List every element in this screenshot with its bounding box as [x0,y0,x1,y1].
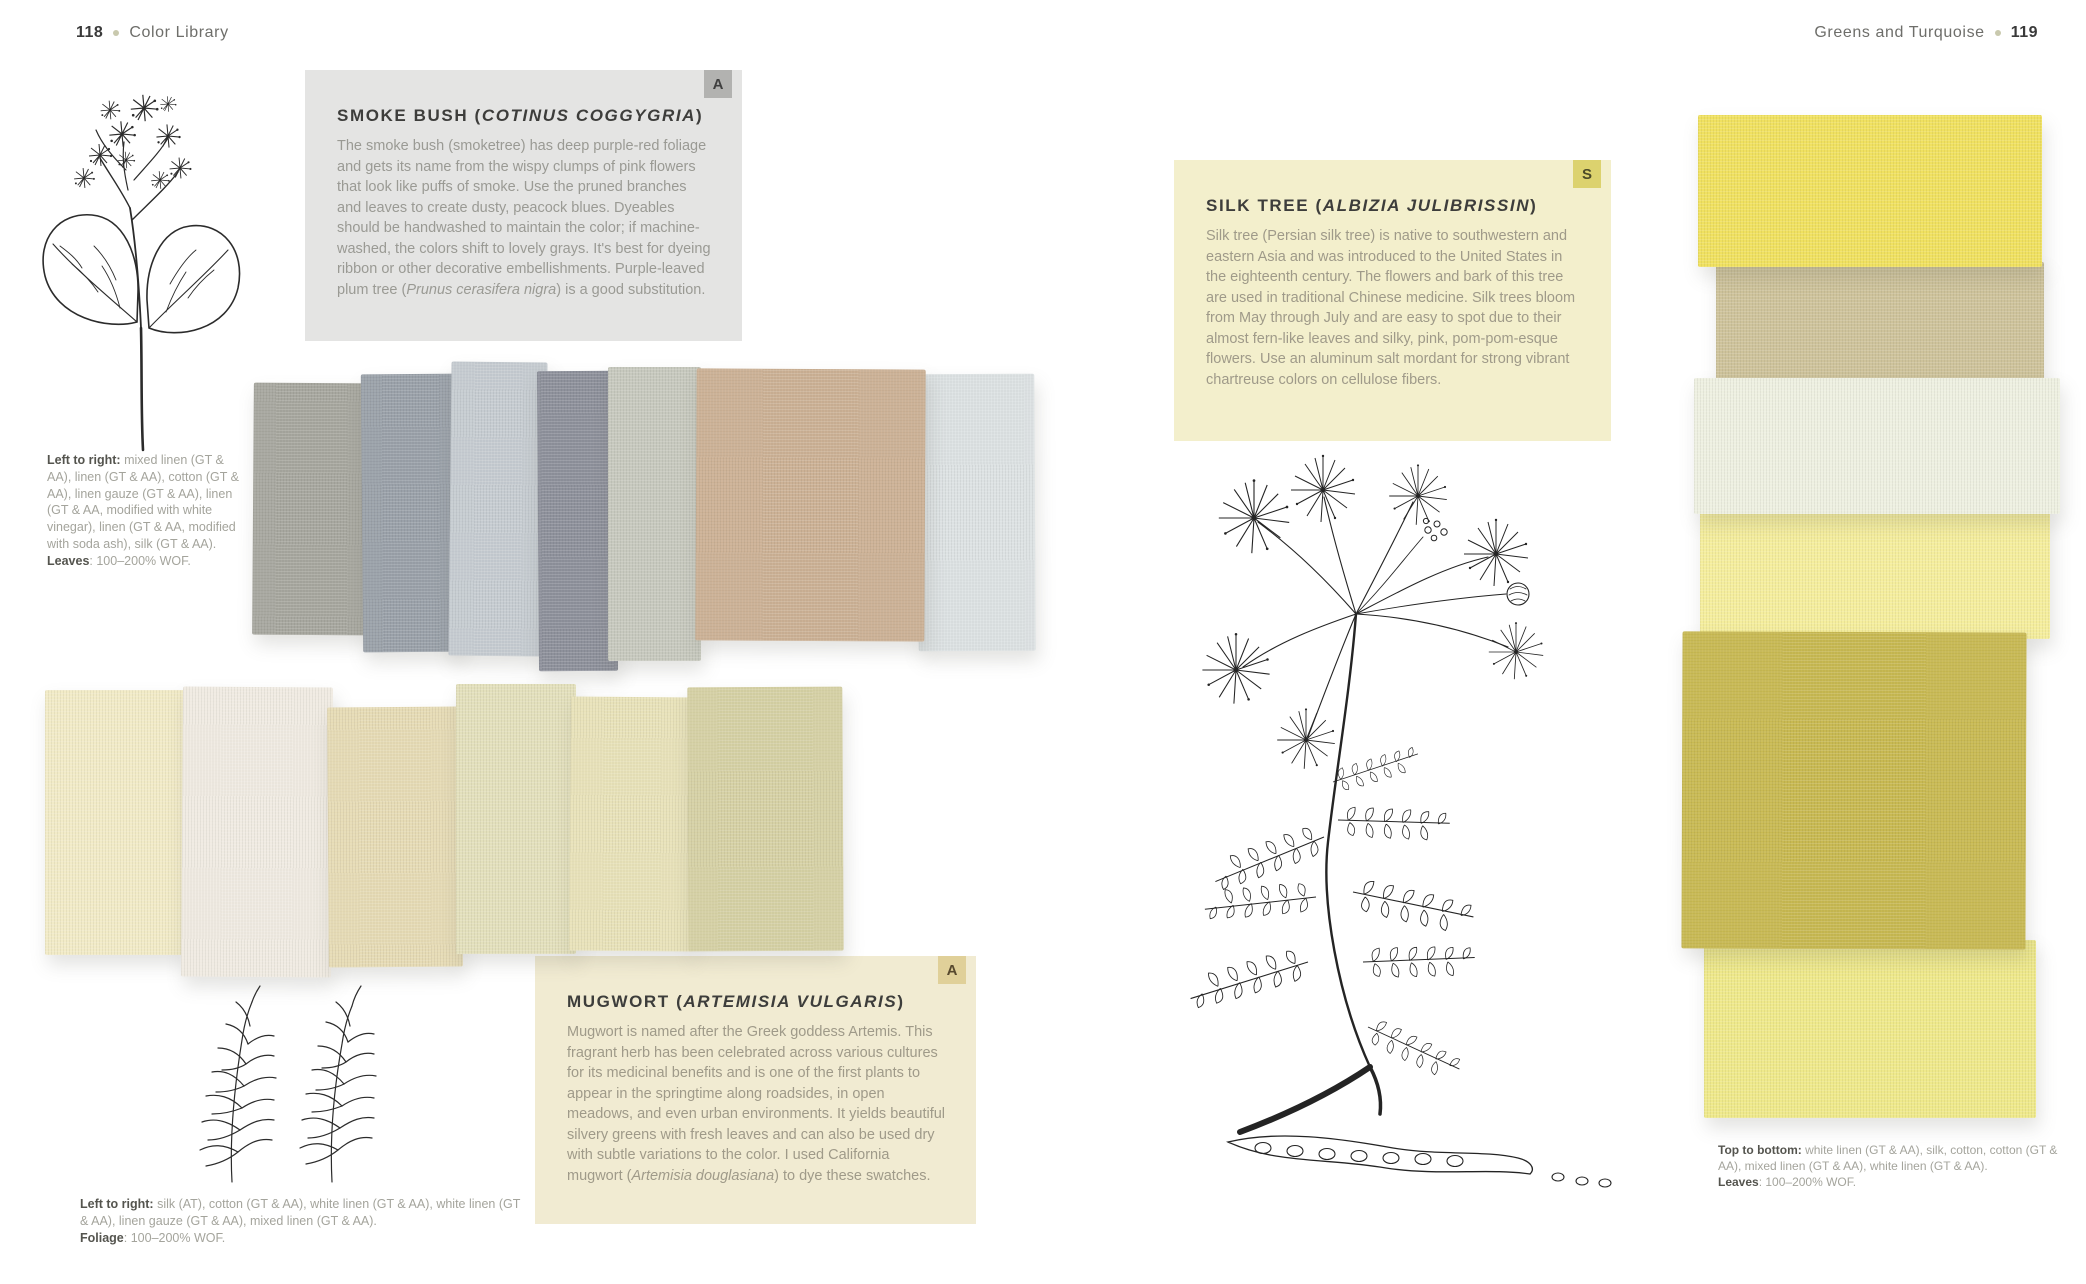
fabric-swatch [448,362,547,657]
entry-body: Mugwort is named after the Greek goddess Artemis. This fragrant herb has been celebrated across various cultures for its medicinal benefits and is one of the first plants to appear in the springtime along roadsides, in open meadows, and even urban environments. It yields beautiful silvery greens with fresh leaves and can also be used dry with subtle variations to the color. I used California mugwort (Artemisia douglasiana) to dye these swatches. [567,1024,946,1185]
swatch-caption: Top to bottom: white linen (GT & AA), silk, cotton, cotton (GT & AA), mixed linen (GT & AA), white linen (GT & AA). Leaves: 100–200% WOF. [1718,1143,2058,1190]
smoke-bush-illustration [20,60,270,455]
fabric-swatch [361,374,461,653]
fabric-swatch [1694,378,2060,514]
fabric-swatch [608,367,701,661]
fabric-swatch [327,707,463,968]
page-number-right: 119 [2010,24,2038,41]
separator-dot [1995,30,2001,36]
mordant-badge: A [704,70,732,98]
fabric-swatch [1716,262,2044,384]
silk-tree-entry [1174,160,1611,441]
entry-body: The smoke bush (smoketree) has deep purple-red foliage and gets its name from the wispy clumps of pink flowers that look like puffs of smoke. Use the pruned branches and leaves to create dusty, peacock blues. Dyeables should be handwashed to maintain the color; if machine-washed, the colors shift to lovely grays. It's best for dyeing ribbon or other decorative embellishments. Purple-leaved plum tree (Prunus cerasifera nigra) is a good substitution. [337,138,711,299]
fabric-swatch [252,383,371,636]
fabric-swatch [695,368,925,641]
fabric-swatch [687,687,843,952]
fabric-swatch [456,684,576,954]
page-number-left: 118 [76,24,104,41]
separator-dot [113,30,119,36]
entry-title: SMOKE BUSH (COTINUS COGGYGRIA) [337,106,704,125]
smoke-bush-entry [305,70,742,341]
fabric-swatch [917,374,1035,652]
fabric-swatch [1698,115,2042,267]
mordant-badge: A [938,956,966,984]
fabric-swatch [45,690,185,955]
swatch-caption: Left to right: silk (AT), cotton (GT & AA), white linen (GT & AA), white linen (GT & AA), linen gauze (GT & AA), mixed linen (GT & AA). Foliage: 100–200% WOF. [80,1197,521,1245]
mugwort-illustration [160,982,410,1187]
fabric-swatch [1700,508,2050,639]
running-head-left [76,24,229,42]
fabric-swatch [1704,940,2036,1118]
fabric-swatch [537,371,618,672]
section-title-left: Color Library [129,24,229,41]
fabric-swatch [1681,631,2026,949]
mugwort-entry [535,956,976,1224]
running-head-right [1814,24,2038,42]
fabric-swatch [569,696,695,951]
silk-tree-illustration [1128,442,1668,1202]
fabric-swatch [181,686,333,977]
entry-title: SILK TREE (ALBIZIA JULIBRISSIN) [1206,196,1538,215]
entry-body: Silk tree (Persian silk tree) is native to southwestern and eastern Asia and was introduced to the United States in the eighteenth century. The flowers and bark of this tree are used in traditional Chinese medicine. Silk trees bloom from May through July and are easy to spot due to their almost fern-like leaves and silky, pink, pom-pom-esque flowers. Use an aluminum salt mordant for strong vibrant chartreuse colors on cellulose fibers. [1206,228,1576,389]
swatch-caption: Left to right: mixed linen (GT & AA), linen (GT & AA), cotton (GT & AA), linen gauze (GT & AA), linen (GT & AA, modified with white vinegar), linen (GT & AA, modified with soda ash), silk (GT & AA). Leaves: 100–200% WOF. [47,453,239,568]
section-title-right: Greens and Turquoise [1814,24,1985,41]
mordant-badge: S [1573,160,1601,188]
entry-title: MUGWORT (ARTEMISIA VULGARIS) [567,992,905,1011]
